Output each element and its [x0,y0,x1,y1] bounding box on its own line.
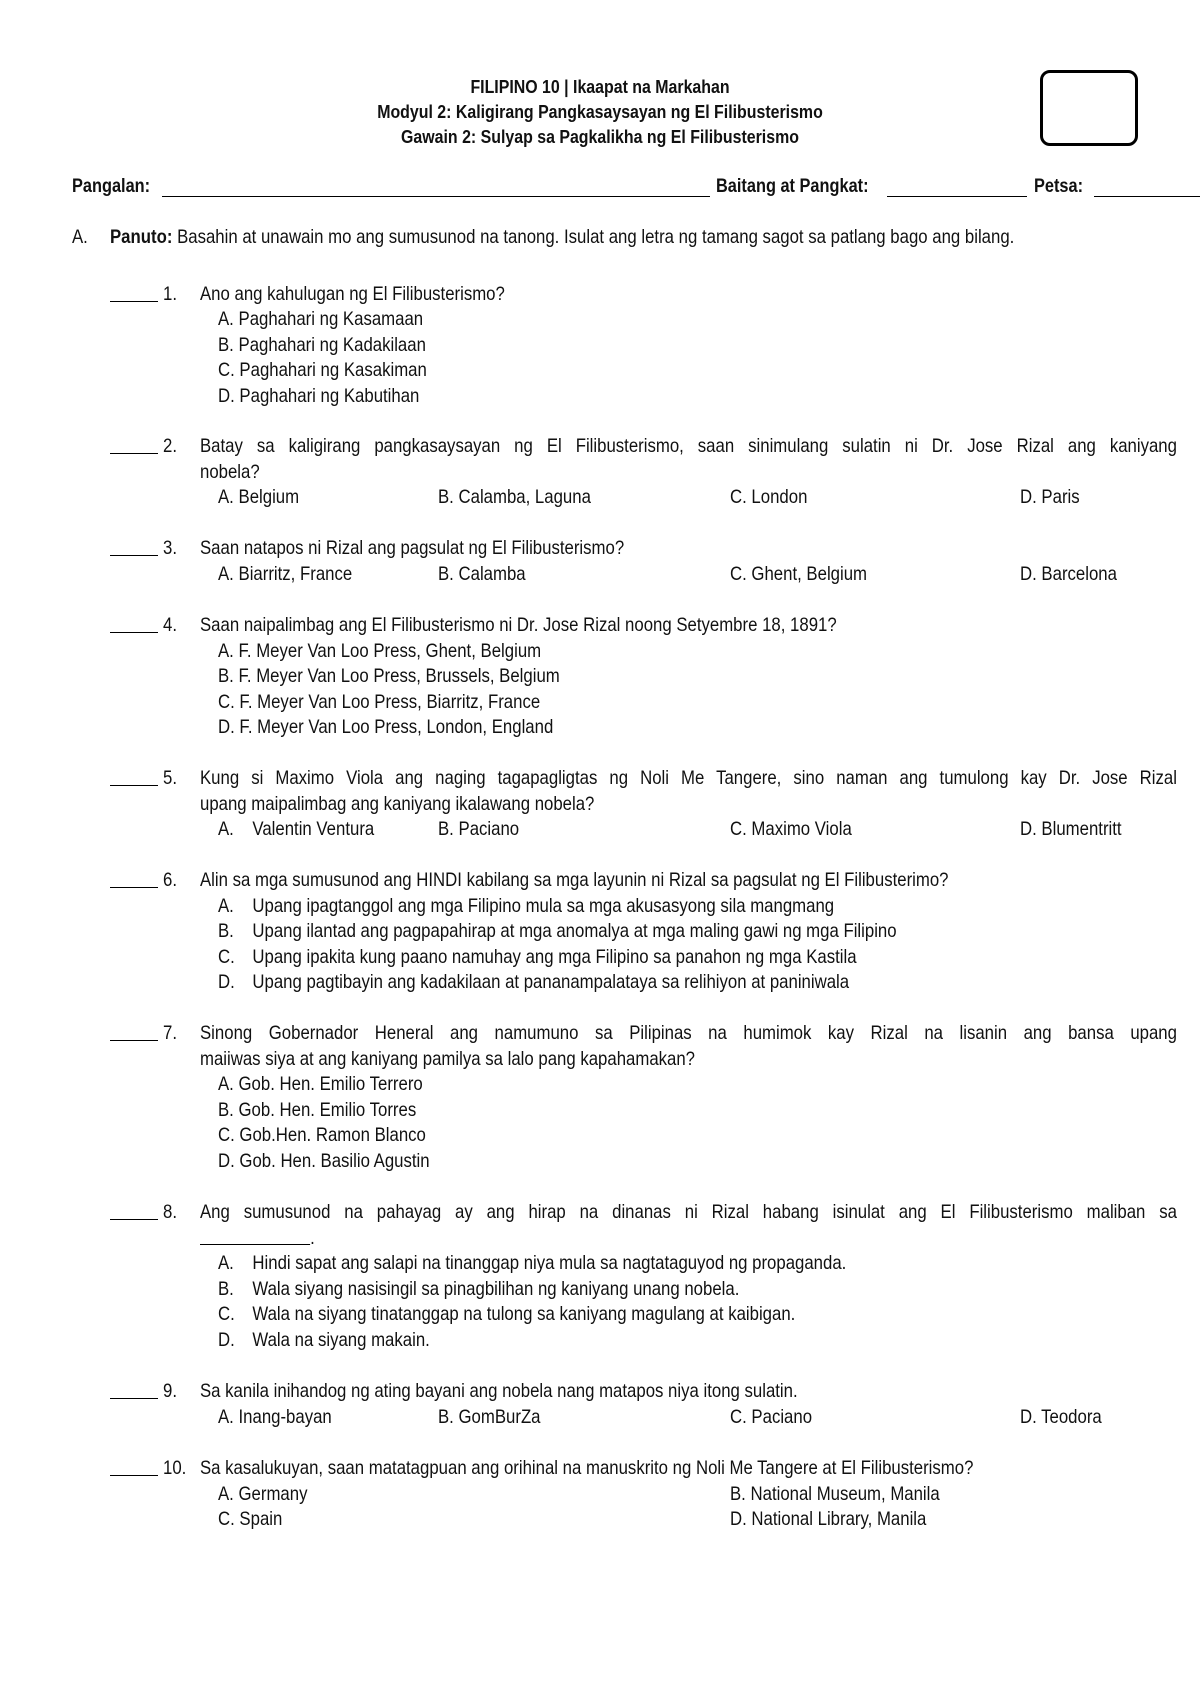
option-b: B. National Museum, Manila [730,1482,940,1505]
option-c: C. F. Meyer Van Loo Press, Biarritz, France [218,690,541,713]
option-c: C. London [730,486,808,508]
option-letter: A. [218,1252,234,1274]
option-c: C. Paciano [730,1405,813,1428]
question-stem-cont: nobela? [200,460,260,483]
option-c: C. Spain [218,1508,283,1530]
option-a: A. F. Meyer Van Loo Press, Ghent, Belgium [218,639,542,662]
option-b: B. Paghahari ng Kadakilaan [218,333,426,356]
question-stem: Sinong Gobernador Heneral ang namumuno sa Pilipinas na humimok kay Rizal na lisanin ang bansa upang [200,1022,1177,1044]
option-a: Valentin Ventura [252,818,375,840]
stem-suffix: . [310,1226,315,1249]
question-number: 2. [163,435,177,457]
question-stem: Batay sa kaligirang pangkasaysayan ng El Filibusterismo, saan sinimulang sulatin ni Dr. Jose Rizal ang kaniyang [200,435,1177,457]
name-field[interactable] [162,196,710,197]
option-d: D. Teodora [1020,1405,1102,1428]
question-number: 3. [163,537,177,559]
question-number: 4. [163,614,177,636]
option-d: D. Blumentritt [1020,818,1122,840]
option-letter: D. [218,1328,235,1351]
option-letter: A. [218,894,234,917]
option-c: C. Gob.Hen. Ramon Blanco [218,1124,426,1146]
option-letter: A. [218,818,234,840]
question-stem: Sa kasalukuyan, saan matatagpuan ang orihinal na manuskrito ng Noli Me Tangere at El Filibusterismo? [200,1457,974,1479]
option-d: D. Paris [1020,486,1080,508]
answer-blank-7[interactable] [110,1040,158,1041]
option-d: Upang pagtibayin ang kadakilaan at pananampalataya sa relihiyon at paniniwala [252,971,850,993]
option-letter: D. [218,971,235,993]
question-stem-cont: upang maipalimbag ang kaniyang ikalawang nobela? [200,792,595,815]
option-b: B. F. Meyer Van Loo Press, Brussels, Belgium [218,665,560,687]
question-number: 1. [163,283,177,305]
question-number: 5. [163,767,177,789]
option-c: C. Ghent, Belgium [730,562,868,585]
option-a: A. Gob. Hen. Emilio Terrero [218,1073,423,1095]
option-c: Upang ipakita kung paano namuhay ang mga Filipino sa panahon ng mga Kastila [252,945,857,968]
option-a: A. Biarritz, France [218,562,353,585]
option-b: B. Calamba [438,562,526,585]
student-info-row [72,176,1132,202]
question-stem: Sa kanila inihandog ng ating bayani ang nobela nang matapos niya itong sulatin. [200,1380,798,1402]
option-c: C. Paghahari ng Kasakiman [218,359,427,381]
question-stem: Alin sa mga sumusunod ang HINDI kabilang sa mga layunin ni Rizal sa pagsulat ng El Filibusterimo? [200,869,949,891]
option-a: Hindi sapat ang salapi na tinanggap niya mula sa nagtataguyod ng propaganda. [252,1252,847,1274]
question-stem-cont: maiiwas siya at ang kaniyang pamilya sa lalo pang kapahamakan? [200,1047,696,1070]
answer-blank-3[interactable] [110,555,158,556]
option-c: C. Maximo Viola [730,818,852,840]
grade-section-label: Baitang at Pangkat: [716,176,869,197]
option-b: B. Gob. Hen. Emilio Torres [218,1098,417,1121]
question-stem: Kung si Maximo Viola ang naging tagapagligtas ng Noli Me Tangere, sino naman ang tumulong kay Dr. Jose Rizal [200,767,1177,789]
option-b: B. GomBurZa [438,1405,541,1428]
answer-blank-6[interactable] [110,887,158,888]
option-b: B. Calamba, Laguna [438,486,591,508]
option-d: D. National Library, Manila [730,1508,927,1530]
grade-section-field[interactable] [887,196,1027,197]
stem-fill-blank[interactable] [200,1226,310,1245]
answer-blank-9[interactable] [110,1398,158,1399]
answer-blank-2[interactable] [110,453,158,454]
option-d: D. Gob. Hen. Basilio Agustin [218,1149,430,1172]
question-number: 10. [163,1457,187,1479]
option-a: A. Germany [218,1482,308,1505]
option-letter: B. [218,920,234,942]
question-number: 6. [163,869,177,891]
question-number: 8. [163,1201,177,1223]
option-d: D. Barcelona [1020,562,1117,585]
option-letter: C. [218,1303,235,1325]
question-number: 9. [163,1380,177,1402]
name-label: Pangalan: [72,176,151,197]
question-number: 7. [163,1022,177,1044]
header-activity: Gawain 2: Sulyap sa Pagkalikha ng El Filibusterismo [401,126,799,147]
option-d: D. Paghahari ng Kabutihan [218,384,420,407]
option-a: A. Paghahari ng Kasamaan [218,308,424,330]
answer-blank-1[interactable] [110,301,158,302]
question-stem: Ano ang kahulugan ng El Filibusterismo? [200,283,505,305]
option-b: Wala siyang nasisingil sa pinagbilihan ng kaniyang unang nobela. [252,1277,740,1300]
option-letter: C. [218,945,235,968]
header-module: Modyul 2: Kaligirang Pangkasaysayan ng El Filibusterismo [377,101,823,122]
date-field[interactable] [1094,196,1200,197]
date-label: Petsa: [1034,176,1084,197]
option-a: A. Inang-bayan [218,1405,332,1428]
option-d: D. F. Meyer Van Loo Press, London, England [218,716,554,738]
option-d: Wala na siyang makain. [252,1328,430,1351]
instructions-label: Panuto: [110,226,173,248]
answer-blank-5[interactable] [110,785,158,786]
option-a: Upang ipagtanggol ang mga Filipino mula sa mga akusasyong sila mangmang [252,894,835,917]
answer-blank-4[interactable] [110,632,158,633]
question-stem: Saan natapos ni Rizal ang pagsulat ng El Filibusterismo? [200,537,625,559]
answer-blank-8[interactable] [110,1219,158,1220]
option-c: Wala na siyang tinatanggap na tulong sa kaniyang magulang at kaibigan. [252,1303,796,1325]
header-subject: FILIPINO 10 | Ikaapat na Markahan [470,76,730,97]
question-stem: Saan naipalimbag ang El Filibusterismo ni Dr. Jose Rizal noong Setyembre 18, 1891? [200,614,837,636]
score-box[interactable] [1040,70,1138,146]
option-letter: B. [218,1277,234,1300]
option-a: A. Belgium [218,486,300,508]
instructions-text: Basahin at unawain mo ang sumusunod na tanong. Isulat ang letra ng tamang sagot sa patlang bago ang bilang. [172,226,1015,248]
question-stem: Ang sumusunod na pahayag ay ang hirap na dinanas ni Rizal habang isinulat ang El Filibusterismo maliban sa [200,1201,1177,1223]
option-b: B. Paciano [438,818,520,840]
section-letter: A. [72,226,88,248]
worksheet-header [84,74,1116,149]
answer-blank-10[interactable] [110,1475,158,1476]
option-b: Upang ilantad ang pagpapahirap at mga anomalya at mga maling gawi ng mga Filipino [252,920,897,942]
